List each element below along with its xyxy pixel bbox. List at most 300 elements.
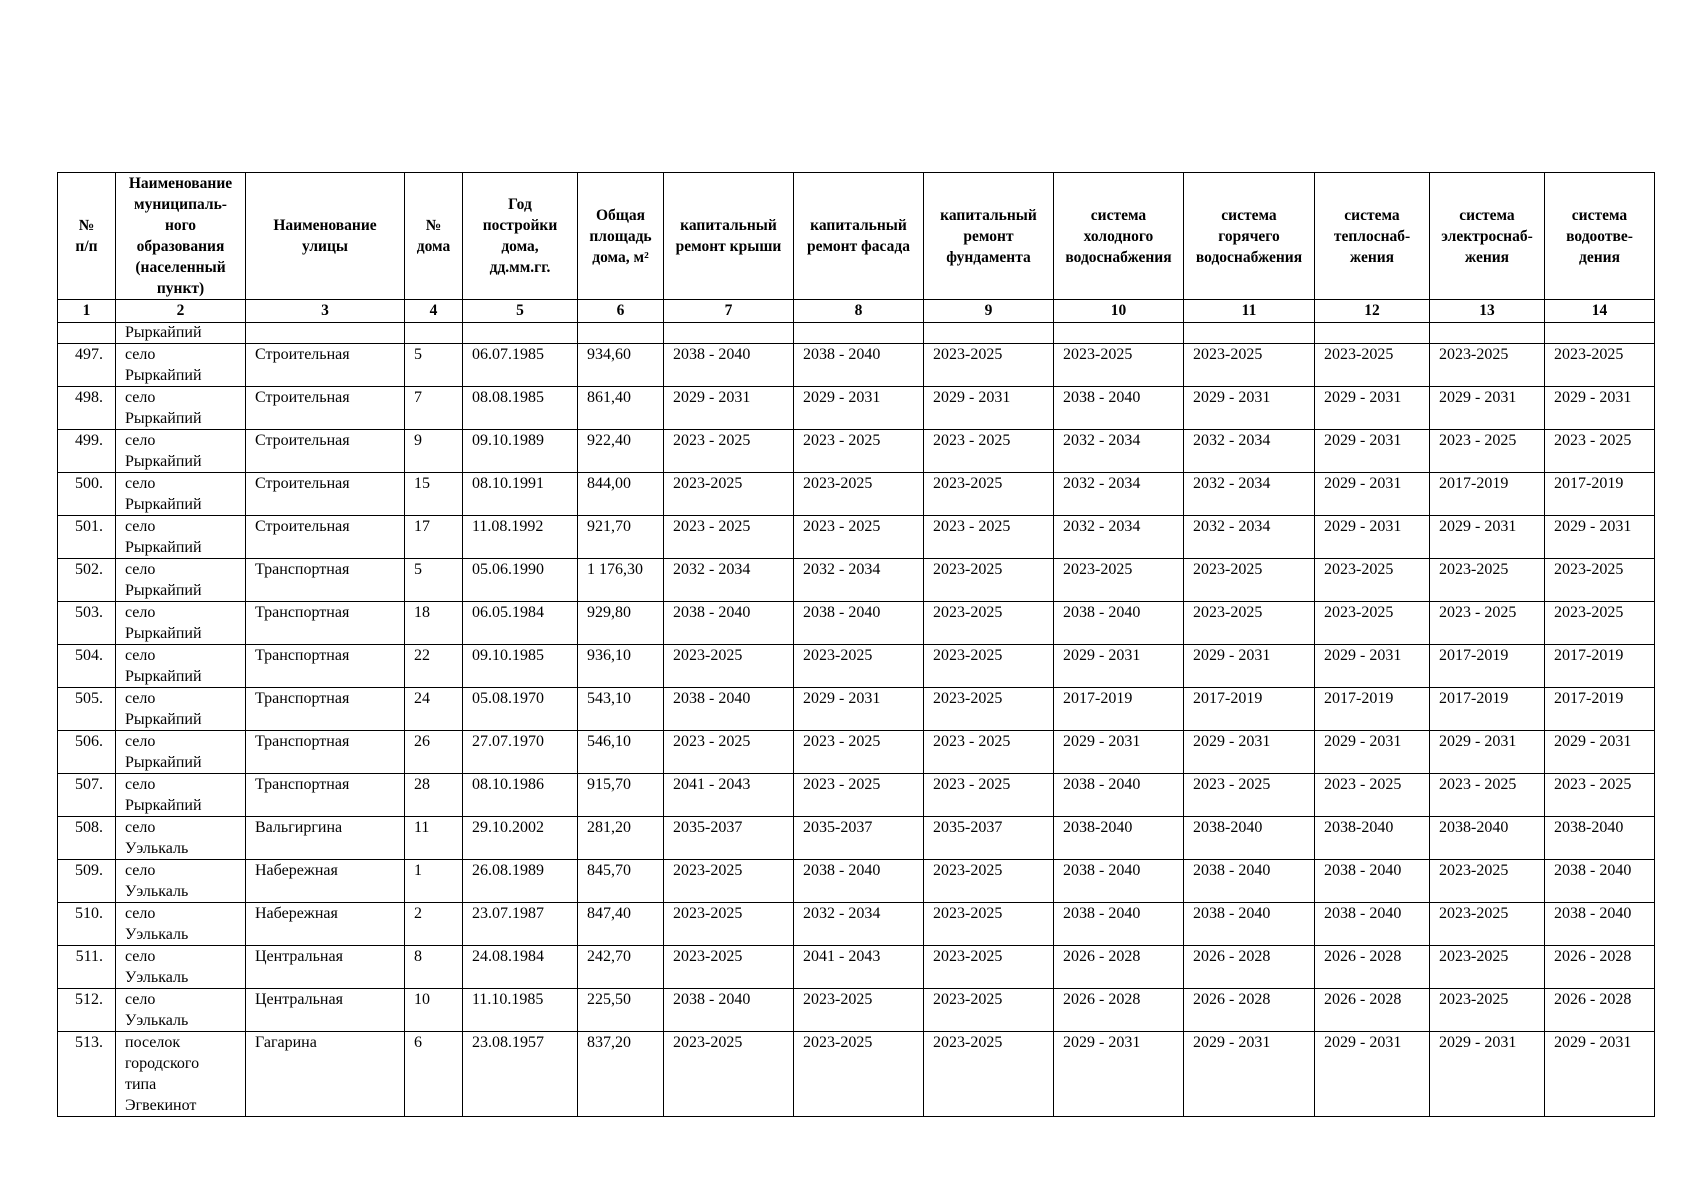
- table-row: [58, 430, 1655, 473]
- table-cell: 06.05.1984: [463, 602, 578, 645]
- table-cell: 2032 - 2034: [794, 559, 924, 602]
- table-cell: 2038 - 2040: [1184, 860, 1315, 903]
- table-cell: 837,20: [578, 1032, 664, 1117]
- header-cell: Общая площадь дома, м²: [578, 173, 664, 300]
- header-cell: капитальный ремонт фасада: [794, 173, 924, 300]
- table-cell: 24: [405, 688, 463, 731]
- column-number-cell: 11: [1184, 300, 1315, 323]
- table-cell: 2023-2025: [1184, 602, 1315, 645]
- table-cell: 2023 - 2025: [1430, 430, 1545, 473]
- table-cell: 2023-2025: [1184, 344, 1315, 387]
- table-cell: 2041 - 2043: [794, 946, 924, 989]
- table-cell: 508.: [58, 817, 116, 860]
- table-cell: 2023-2025: [924, 559, 1054, 602]
- table-cell: Транспортная: [246, 731, 405, 774]
- table-cell: 844,00: [578, 473, 664, 516]
- column-number-cell: 12: [1315, 300, 1430, 323]
- table-cell: 2029 - 2031: [1545, 1032, 1655, 1117]
- continued-row: [58, 323, 1655, 344]
- table-cell: 2023-2025: [924, 645, 1054, 688]
- table-cell: 2023-2025: [794, 989, 924, 1032]
- table-cell: 497.: [58, 344, 116, 387]
- table-cell: 2023-2025: [664, 860, 794, 903]
- table-cell: Вальгиргина: [246, 817, 405, 860]
- table-cell: 2029 - 2031: [1315, 1032, 1430, 1117]
- table-cell: 2029 - 2031: [1315, 645, 1430, 688]
- table-row: [58, 774, 1655, 817]
- table-cell: 2029 - 2031: [1430, 387, 1545, 430]
- column-number-cell: 8: [794, 300, 924, 323]
- table-cell: 2038 - 2040: [1315, 903, 1430, 946]
- table-cell: 2026 - 2028: [1054, 989, 1184, 1032]
- table-cell: 510.: [58, 903, 116, 946]
- table-cell: 2023-2025: [1430, 989, 1545, 1032]
- table-cell: 2023-2025: [1430, 860, 1545, 903]
- table-cell: 2038-2040: [1545, 817, 1655, 860]
- table-cell: 242,70: [578, 946, 664, 989]
- table-cell: 936,10: [578, 645, 664, 688]
- table-cell: 26.08.1989: [463, 860, 578, 903]
- table-cell: 2023-2025: [924, 688, 1054, 731]
- table-cell: 8: [405, 946, 463, 989]
- table-row: [58, 387, 1655, 430]
- table-cell: Транспортная: [246, 645, 405, 688]
- table-cell: 504.: [58, 645, 116, 688]
- table-cell: 2023-2025: [1315, 602, 1430, 645]
- table-row: [58, 731, 1655, 774]
- table-cell: 2029 - 2031: [1315, 731, 1430, 774]
- table-cell: 2029 - 2031: [1545, 387, 1655, 430]
- table-cell: село Рыркайпий: [116, 516, 246, 559]
- table-cell: 845,70: [578, 860, 664, 903]
- header-cell: система холодного водоснабжения: [1054, 173, 1184, 300]
- table-cell: 2032 - 2034: [1054, 473, 1184, 516]
- table-cell: село Рыркайпий: [116, 430, 246, 473]
- capital-repair-schedule-table: [57, 172, 1655, 1117]
- table-cell: 2023-2025: [924, 946, 1054, 989]
- table-cell: 2038 - 2040: [664, 688, 794, 731]
- table-cell: [58, 323, 116, 344]
- table-cell: 2026 - 2028: [1315, 989, 1430, 1032]
- column-number-cell: 9: [924, 300, 1054, 323]
- column-number-cell: 3: [246, 300, 405, 323]
- table-cell: 2023-2025: [1545, 602, 1655, 645]
- table-row: [58, 1032, 1655, 1117]
- table-cell: 500.: [58, 473, 116, 516]
- table-cell: 2017-2019: [1430, 688, 1545, 731]
- table-cell: 08.10.1991: [463, 473, 578, 516]
- table-cell: 2038 - 2040: [1184, 903, 1315, 946]
- table-cell: 2038-2040: [1054, 817, 1184, 860]
- table-cell: 2035-2037: [664, 817, 794, 860]
- table-cell: 5: [405, 344, 463, 387]
- table-cell: 2038 - 2040: [1545, 860, 1655, 903]
- table-row: [58, 344, 1655, 387]
- table-cell: 2032 - 2034: [1054, 516, 1184, 559]
- table-cell: 5: [405, 559, 463, 602]
- table-cell: Строительная: [246, 387, 405, 430]
- table-cell: 2038 - 2040: [664, 602, 794, 645]
- table-cell: 499.: [58, 430, 116, 473]
- table-cell: 2038 - 2040: [1315, 860, 1430, 903]
- table-cell: 2023-2025: [924, 602, 1054, 645]
- table-cell: 511.: [58, 946, 116, 989]
- table-cell: 2038 - 2040: [664, 344, 794, 387]
- table-cell: село Уэлькаль: [116, 860, 246, 903]
- table-cell: 2023 - 2025: [1315, 774, 1430, 817]
- table-cell: [664, 323, 794, 344]
- header-cell: Наименование муниципаль- ного образования (населенный пункт): [116, 173, 246, 300]
- table-cell: 2017-2019: [1545, 688, 1655, 731]
- table-cell: 2038 - 2040: [794, 344, 924, 387]
- column-number-cell: 1: [58, 300, 116, 323]
- table-row: [58, 473, 1655, 516]
- table-cell: 2023 - 2025: [794, 516, 924, 559]
- table-cell: 861,40: [578, 387, 664, 430]
- table-cell: 2038-2040: [1315, 817, 1430, 860]
- table-cell: 22: [405, 645, 463, 688]
- table-cell: 09.10.1985: [463, 645, 578, 688]
- table-cell: 506.: [58, 731, 116, 774]
- table-cell: [1315, 323, 1430, 344]
- column-number-cell: 7: [664, 300, 794, 323]
- table-cell: село Уэлькаль: [116, 817, 246, 860]
- table-cell: [463, 323, 578, 344]
- table-cell: 2029 - 2031: [664, 387, 794, 430]
- table-cell: 2026 - 2028: [1184, 989, 1315, 1032]
- table-cell: 2023-2025: [924, 1032, 1054, 1117]
- table-cell: 2023-2025: [794, 645, 924, 688]
- table-cell: 543,10: [578, 688, 664, 731]
- table-cell: 2023-2025: [924, 344, 1054, 387]
- table-cell: 2017-2019: [1430, 473, 1545, 516]
- table-cell: 546,10: [578, 731, 664, 774]
- table-row: [58, 602, 1655, 645]
- table-cell: 26: [405, 731, 463, 774]
- table-cell: 2038 - 2040: [1054, 774, 1184, 817]
- table-cell: 2032 - 2034: [1184, 473, 1315, 516]
- table-cell: 24.08.1984: [463, 946, 578, 989]
- table-cell: Рыркайпий: [116, 323, 246, 344]
- header-cell: Наименование улицы: [246, 173, 405, 300]
- table-cell: 922,40: [578, 430, 664, 473]
- column-number-cell: 13: [1430, 300, 1545, 323]
- table-cell: село Рыркайпий: [116, 387, 246, 430]
- table-cell: 2038 - 2040: [1054, 903, 1184, 946]
- table-cell: 1: [405, 860, 463, 903]
- column-number-cell: 2: [116, 300, 246, 323]
- table-cell: 915,70: [578, 774, 664, 817]
- table-cell: 05.08.1970: [463, 688, 578, 731]
- table-row: [58, 516, 1655, 559]
- table-cell: 2023 - 2025: [794, 731, 924, 774]
- table-cell: 2023 - 2025: [924, 774, 1054, 817]
- table-cell: [1545, 323, 1655, 344]
- table-cell: 2029 - 2031: [1545, 731, 1655, 774]
- header-cell: система горячего водоснабжения: [1184, 173, 1315, 300]
- table-cell: 2023-2025: [1315, 559, 1430, 602]
- table-cell: 2026 - 2028: [1184, 946, 1315, 989]
- table-cell: 2026 - 2028: [1315, 946, 1430, 989]
- table-cell: 17: [405, 516, 463, 559]
- table-cell: 2038 - 2040: [1054, 602, 1184, 645]
- table-cell: 507.: [58, 774, 116, 817]
- table-cell: 225,50: [578, 989, 664, 1032]
- table-cell: [246, 323, 405, 344]
- table-cell: Строительная: [246, 430, 405, 473]
- table-cell: 11: [405, 817, 463, 860]
- table-cell: 2023-2025: [1430, 559, 1545, 602]
- table-cell: [924, 323, 1054, 344]
- table-cell: 23.07.1987: [463, 903, 578, 946]
- table-cell: Транспортная: [246, 688, 405, 731]
- table-cell: 2026 - 2028: [1545, 989, 1655, 1032]
- table-cell: 2029 - 2031: [1315, 387, 1430, 430]
- table-cell: 2017-2019: [1315, 688, 1430, 731]
- table-cell: 2023-2025: [1315, 344, 1430, 387]
- table-cell: село Рыркайпий: [116, 602, 246, 645]
- table-cell: Набережная: [246, 860, 405, 903]
- table-cell: 2038-2040: [1430, 817, 1545, 860]
- table-cell: [1430, 323, 1545, 344]
- table-cell: 2029 - 2031: [1315, 473, 1430, 516]
- table-cell: 2023-2025: [1545, 559, 1655, 602]
- table-cell: село Рыркайпий: [116, 731, 246, 774]
- table-cell: 2023-2025: [1184, 559, 1315, 602]
- table-cell: Центральная: [246, 989, 405, 1032]
- table-cell: 2038 - 2040: [1545, 903, 1655, 946]
- table-cell: село Уэлькаль: [116, 989, 246, 1032]
- table-cell: Гагарина: [246, 1032, 405, 1117]
- table-cell: 2023 - 2025: [794, 774, 924, 817]
- table-cell: село Рыркайпий: [116, 645, 246, 688]
- table-cell: 2029 - 2031: [794, 387, 924, 430]
- table-row: [58, 989, 1655, 1032]
- table-cell: 2023-2025: [664, 946, 794, 989]
- table-cell: 2023 - 2025: [1545, 430, 1655, 473]
- table-cell: 2029 - 2031: [1315, 516, 1430, 559]
- table-cell: 2017-2019: [1054, 688, 1184, 731]
- table-cell: 05.06.1990: [463, 559, 578, 602]
- table-cell: 2038 - 2040: [1054, 860, 1184, 903]
- table-cell: 09.10.1989: [463, 430, 578, 473]
- table-cell: 2023-2025: [664, 1032, 794, 1117]
- column-number-cell: 5: [463, 300, 578, 323]
- table-cell: 2023 - 2025: [664, 430, 794, 473]
- table-cell: 2029 - 2031: [1545, 516, 1655, 559]
- table-cell: 502.: [58, 559, 116, 602]
- table-cell: 2023-2025: [1545, 344, 1655, 387]
- table-body: [58, 323, 1655, 1117]
- table-cell: 2023-2025: [1054, 344, 1184, 387]
- table-cell: Транспортная: [246, 559, 405, 602]
- table-cell: 2032 - 2034: [1184, 430, 1315, 473]
- table-cell: 23.08.1957: [463, 1032, 578, 1117]
- table-cell: 2: [405, 903, 463, 946]
- table-cell: [578, 323, 664, 344]
- table-cell: 2029 - 2031: [794, 688, 924, 731]
- table-cell: 28: [405, 774, 463, 817]
- column-numbers-row: [58, 300, 1655, 323]
- table-cell: 2038-2040: [1184, 817, 1315, 860]
- table-cell: 11.10.1985: [463, 989, 578, 1032]
- table-cell: Строительная: [246, 473, 405, 516]
- table-row: [58, 688, 1655, 731]
- table-cell: 2023 - 2025: [794, 430, 924, 473]
- table-cell: 2035-2037: [794, 817, 924, 860]
- table-cell: 2023-2025: [1430, 903, 1545, 946]
- table-cell: 2029 - 2031: [1054, 1032, 1184, 1117]
- table-cell: 847,40: [578, 903, 664, 946]
- table-cell: 2029 - 2031: [1184, 1032, 1315, 1117]
- table-cell: 929,80: [578, 602, 664, 645]
- table-cell: 921,70: [578, 516, 664, 559]
- table-cell: 2023-2025: [924, 989, 1054, 1032]
- table-cell: 27.07.1970: [463, 731, 578, 774]
- table-cell: 2029 - 2031: [1430, 731, 1545, 774]
- column-number-cell: 4: [405, 300, 463, 323]
- table-cell: 2029 - 2031: [1054, 731, 1184, 774]
- table-cell: 513.: [58, 1032, 116, 1117]
- table-cell: 2023-2025: [1430, 946, 1545, 989]
- table-cell: 2029 - 2031: [1184, 731, 1315, 774]
- table-cell: 2023 - 2025: [664, 731, 794, 774]
- table-cell: 2038 - 2040: [794, 860, 924, 903]
- table-cell: 2029 - 2031: [924, 387, 1054, 430]
- table-cell: 2023 - 2025: [664, 516, 794, 559]
- table-cell: 2017-2019: [1545, 645, 1655, 688]
- table-row: [58, 946, 1655, 989]
- table-cell: 2023-2025: [664, 645, 794, 688]
- table-cell: 498.: [58, 387, 116, 430]
- table-cell: 2023 - 2025: [924, 516, 1054, 559]
- table-cell: село Рыркайпий: [116, 344, 246, 387]
- table-cell: 2038 - 2040: [794, 602, 924, 645]
- table-cell: 512.: [58, 989, 116, 1032]
- table-cell: 505.: [58, 688, 116, 731]
- table-cell: 501.: [58, 516, 116, 559]
- table-row: [58, 860, 1655, 903]
- table-cell: село Уэлькаль: [116, 903, 246, 946]
- table-cell: 2023-2025: [924, 860, 1054, 903]
- table-cell: село Рыркайпий: [116, 774, 246, 817]
- table-cell: 9: [405, 430, 463, 473]
- table-cell: 2023-2025: [794, 473, 924, 516]
- table-cell: 2023-2025: [794, 1032, 924, 1117]
- table-cell: 934,60: [578, 344, 664, 387]
- table-cell: 2029 - 2031: [1315, 430, 1430, 473]
- table-cell: 2041 - 2043: [664, 774, 794, 817]
- table-cell: [1184, 323, 1315, 344]
- table-cell: 15: [405, 473, 463, 516]
- column-number-cell: 14: [1545, 300, 1655, 323]
- table-cell: 2035-2037: [924, 817, 1054, 860]
- table-cell: 281,20: [578, 817, 664, 860]
- table-row: [58, 559, 1655, 602]
- table-cell: 2023 - 2025: [924, 731, 1054, 774]
- table-cell: Строительная: [246, 516, 405, 559]
- table-cell: 2032 - 2034: [1184, 516, 1315, 559]
- table-cell: 2038 - 2040: [1054, 387, 1184, 430]
- table-cell: 08.08.1985: [463, 387, 578, 430]
- table-cell: 2026 - 2028: [1545, 946, 1655, 989]
- table-cell: 2017-2019: [1430, 645, 1545, 688]
- table-cell: Центральная: [246, 946, 405, 989]
- table-cell: село Рыркайпий: [116, 559, 246, 602]
- table-cell: 2026 - 2028: [1054, 946, 1184, 989]
- table-cell: [794, 323, 924, 344]
- header-cell: Год постройки дома, дд.мм.гг.: [463, 173, 578, 300]
- table-cell: Строительная: [246, 344, 405, 387]
- table-cell: 6: [405, 1032, 463, 1117]
- table-cell: 2029 - 2031: [1054, 645, 1184, 688]
- table-cell: 2038 - 2040: [664, 989, 794, 1032]
- table-row: [58, 817, 1655, 860]
- table-cell: Набережная: [246, 903, 405, 946]
- table-cell: 2023-2025: [1430, 344, 1545, 387]
- table-cell: село Уэлькаль: [116, 946, 246, 989]
- table-cell: 29.10.2002: [463, 817, 578, 860]
- table-cell: 2023-2025: [924, 473, 1054, 516]
- table-cell: 2029 - 2031: [1430, 516, 1545, 559]
- table-cell: 2017-2019: [1184, 688, 1315, 731]
- table-cell: 1 176,30: [578, 559, 664, 602]
- table-cell: село Рыркайпий: [116, 688, 246, 731]
- table-cell: село Рыркайпий: [116, 473, 246, 516]
- column-number-cell: 6: [578, 300, 664, 323]
- header-cell: система теплоснаб- жения: [1315, 173, 1430, 300]
- table-cell: 509.: [58, 860, 116, 903]
- table-cell: 2023 - 2025: [1184, 774, 1315, 817]
- header-cell: система водоотве- дения: [1545, 173, 1655, 300]
- table-row: [58, 903, 1655, 946]
- header-cell: система электроснаб- жения: [1430, 173, 1545, 300]
- table-cell: 2032 - 2034: [664, 559, 794, 602]
- header-cell: капитальный ремонт крыши: [664, 173, 794, 300]
- header-row: [58, 173, 1655, 300]
- header-cell: капитальный ремонт фундамента: [924, 173, 1054, 300]
- table-cell: 2029 - 2031: [1430, 1032, 1545, 1117]
- table-cell: 2023-2025: [1054, 559, 1184, 602]
- table-cell: 7: [405, 387, 463, 430]
- table-cell: 2017-2019: [1545, 473, 1655, 516]
- table-cell: 18: [405, 602, 463, 645]
- table-cell: 2023 - 2025: [1430, 774, 1545, 817]
- table-cell: поселок городского типа Эгвекинот: [116, 1032, 246, 1117]
- table-cell: 2032 - 2034: [1054, 430, 1184, 473]
- table-cell: 503.: [58, 602, 116, 645]
- table-cell: 2023-2025: [664, 473, 794, 516]
- column-number-cell: 10: [1054, 300, 1184, 323]
- table-cell: [1054, 323, 1184, 344]
- table-cell: 2023 - 2025: [1545, 774, 1655, 817]
- table-cell: 2023-2025: [664, 903, 794, 946]
- table-cell: Транспортная: [246, 602, 405, 645]
- table-cell: 2029 - 2031: [1184, 387, 1315, 430]
- table-row: [58, 645, 1655, 688]
- header-cell: № дома: [405, 173, 463, 300]
- table-cell: 2029 - 2031: [1184, 645, 1315, 688]
- table-cell: [405, 323, 463, 344]
- table-cell: 08.10.1986: [463, 774, 578, 817]
- table-cell: 10: [405, 989, 463, 1032]
- table-cell: 06.07.1985: [463, 344, 578, 387]
- table-cell: 2032 - 2034: [794, 903, 924, 946]
- table-cell: Транспортная: [246, 774, 405, 817]
- header-cell: № п/п: [58, 173, 116, 300]
- table-cell: 11.08.1992: [463, 516, 578, 559]
- table-cell: 2023-2025: [924, 903, 1054, 946]
